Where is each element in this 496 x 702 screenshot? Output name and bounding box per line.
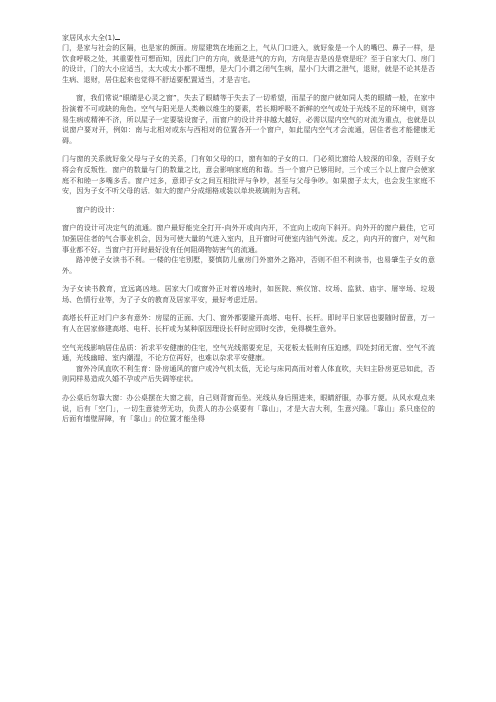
title-text: 家居风水大全(1) (62, 33, 116, 42)
paragraph-children-education: 为子女读书教育，宜远离凶地。居家大门或窗外正对着凶地时，如医院、殡仪馆、坟场、监狱、庙宇、屠宰场、垃圾场、色情行业等，为了子女的教育及居家平安，最好考虑迁居。 (62, 284, 435, 304)
document-title (62, 32, 435, 43)
paragraph-window-design: 窗户的设计可决定气的流通。窗户最好能完全打开-向外开或向内开，不宜向上或向下斜开。向外开的窗户最佳，它可加强居住者的气合事业机会，因为可使大量的气进入室内，且开窗时可使室内油气外流。反之，向内开的窗户，对气和事业都不好。当窗户打开时最好没有任何阻碍物妨害气的流通。 (62, 223, 435, 254)
paragraph-office-desk: 办公桌后勿靠大窗：办公桌摆在大窗之前，自己则背窗而坐。光线从身后照进来，眼睛舒服，办事方便。从风水观点来说，后有「空门」，一切生意徒劳无功，负责人的办公桌要有「靠山」，才是大吉大利，生意兴隆。「靠山」系只座位的后面有墙壁屏障，有「靠山」的位置才能坐得 (62, 393, 435, 424)
paragraph-tall-poles: 高塔长杆正对门户多有意外：房屋的正面、大门、窗外都要避开高塔、电杆、长杆。即时平日家居也要随时留意，万一有人在居家修建高塔、电杆、长杆或为某种原因理设长杆时应即时交涉，免得横生意外。 (62, 313, 435, 334)
document-page (62, 32, 435, 433)
paragraph-door: 门，是家与社会的区隔，也是家的颜面。房屋建筑在地面之上，气从门口进入，就好象是一个人的嘴巴、鼻子一样，是饮食呼吸之处，其重要性可想而知，因此门户的方向，就是进气的方向，方向是吉是凶是衰是旺？至于自家大门、房门的设计，门的大小应适当，太大或太小都不理想，是大门小谓之闭气生病，屋小门大谓之泄气，退财，就是不论其是否生病、退财，居住起来也觉得不舒适要配置适当，才是吉宅。 (62, 43, 435, 84)
paragraph-window: 窗，我们常说“眼睛是心灵之窗”，失去了眼睛等于失去了一切希望，而屋子的窗户就如同人类的眼睛一般，在家中扮演着不可或缺的角色。空气与阳光是人类赖以维生的要素，若长期呼吸不新鲜的空气或处于光线不足的环境中，则容易生病或精神不济，所以屋子一定要装设窗子，而窗户的设计并非越大越好，必需以屋内空气的对流为重点，也就是以说窗户要对开，例如：南与北相对或东与西相对的位置各开一个窗户，如此屋内空气才会流通，居住者也才能健康无碍。 (62, 93, 435, 145)
paragraph-road-clash: 路冲使子女读书不利。一楼的住宅别墅，要慎防儿童房门外窗外之路冲，否则不但不利读书，也易肇生子女的意外。 (62, 255, 435, 275)
text-cursor (115, 32, 120, 40)
paragraph-door-window-relation: 门与窗的关系就好象父母与子女的关系，门有如父母的口，窗有如的子女的口．门必须比窗给人较深的印象，否则子女将会有反叛性．窗户的数量与门的数量之比，意会影响家庭的和谐。当一个窗户已够用时，三个或三个以上窗户会使家庭不和睦一多嘴多舌。窗户过多，意即子女之间互相批评与争吵，甚至与父母争吵。如果窗子太大，也会发生家庭不安，因为子女不听父母的话．如大的窗户分成细格或装以单块玻璃则为吉利。 (62, 154, 435, 196)
paragraph-cold-wind: 窗外冷风直吹不利生育：卧房通风的窗户或冷气机太低，无论与床同高而对着人体直吹，夫妇主卧房更忌如此，否则同样易造成久婚不孕或产后失调等症状。 (62, 363, 435, 384)
section-heading-window-design: 窗户的设计： (76, 204, 119, 214)
paragraph-air-light: 空气光线影响居住品质：祈求平安健康的住宅，空气光线需要充足，天花板太低则有压迫感，四处封闭无窗、空气不流通，光线幽暗、室内潮湿，不论方位再好，也难以杂求平安健康。 (62, 342, 435, 363)
